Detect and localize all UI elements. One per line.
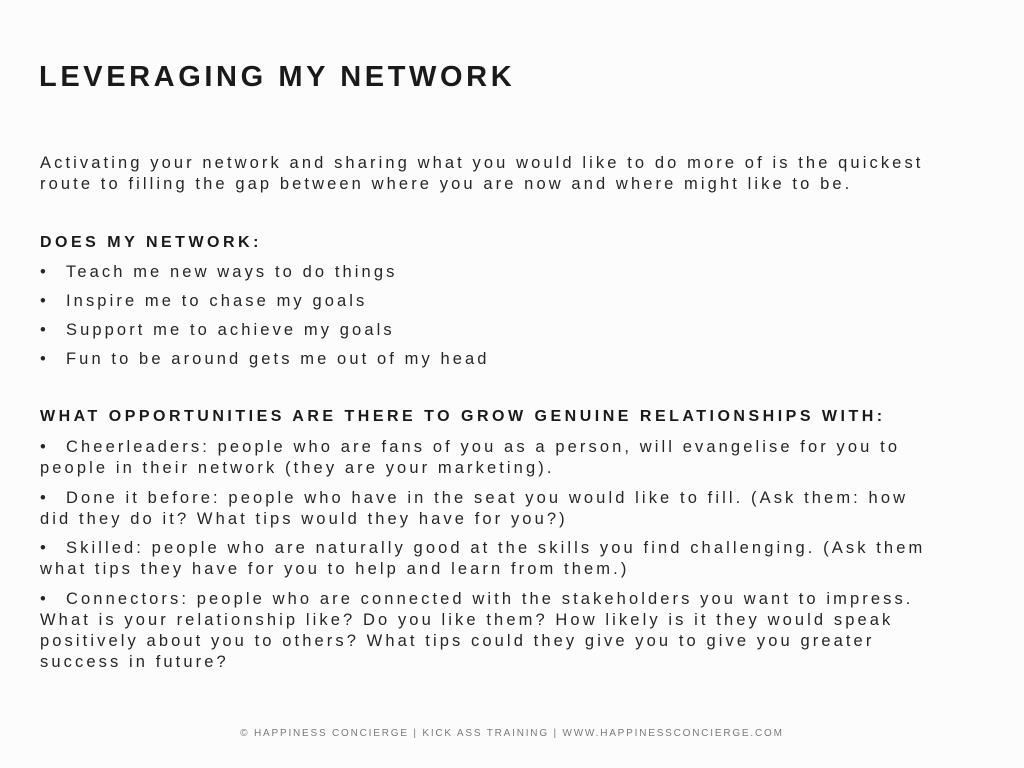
opportunity-item-skilled [40, 538, 1015, 580]
intro-line: route to filling the gap between where you are now and where might like to be. [40, 175, 853, 193]
intro-line: Activating your network and sharing what you would like to do more of is the quickest [40, 154, 924, 172]
opportunities-heading: WHAT OPPORTUNITIES ARE THERE TO GROW GENUINE RELATIONSHIPS WITH: [40, 408, 886, 425]
opportunity-item-connectors [40, 589, 1015, 673]
opportunity-item-done-it-before [40, 488, 1015, 530]
network-list-item [40, 349, 490, 378]
network-item-text: Teach me new ways to do things [66, 263, 398, 281]
opportunity-text: Cheerleaders: people who are fans of you as a person, will evangelise for you to [66, 438, 901, 456]
network-heading: DOES MY NETWORK: [40, 234, 262, 251]
opportunity-text: Skilled: people who are naturally good at the skills you find challenging. (Ask them [66, 539, 926, 557]
bullet-icon: • [40, 488, 46, 507]
bullet-icon: • [40, 438, 46, 456]
network-list [40, 262, 490, 378]
network-item-text: Inspire me to chase my goals [66, 292, 368, 310]
page-title: LEVERAGING MY NETWORK [39, 61, 516, 93]
bullet-icon: • [40, 292, 46, 310]
opportunity-line [40, 538, 1015, 559]
opportunity-item-cheerleaders [40, 437, 1015, 479]
opportunity-line: what tips they have for you to help and learn from them.) [40, 560, 630, 578]
bullet-icon: • [40, 539, 46, 557]
opportunity-line: positively about you to others? What tips could they give you to give you greater [40, 631, 875, 650]
opportunities-list [40, 437, 1015, 681]
opportunity-text: Connectors: people who are connected with the stakeholders you want to impress. [66, 589, 914, 608]
opportunity-line [40, 589, 1015, 610]
opportunity-line: people in their network (they are your marketing). [40, 459, 555, 477]
bullet-icon: • [40, 263, 46, 281]
network-list-item [40, 262, 490, 291]
network-item-text: Support me to achieve my goals [66, 321, 395, 339]
opportunity-line: did they do it? What tips would they have for you?) [40, 509, 568, 528]
footer-text: © HAPPINESS CONCIERGE | KICK ASS TRAINING | WWW.HAPPINESSCONCIERGE.COM [240, 728, 784, 739]
network-item-text: Fun to be around gets me out of my head [66, 350, 490, 368]
bullet-icon: • [40, 350, 46, 368]
opportunity-line [40, 437, 1015, 458]
bullet-icon: • [40, 589, 46, 608]
network-list-item [40, 291, 490, 320]
bullet-icon: • [40, 321, 46, 339]
opportunity-text: Done it before: people who have in the seat you would like to fill. (Ask them: how [66, 488, 909, 507]
opportunity-line: What is your relationship like? Do you like them? How likely is it they would speak [40, 610, 894, 629]
intro-paragraph [40, 153, 1015, 195]
network-list-item [40, 320, 490, 349]
opportunity-line: success in future? [40, 652, 229, 671]
opportunity-line [40, 488, 1015, 509]
